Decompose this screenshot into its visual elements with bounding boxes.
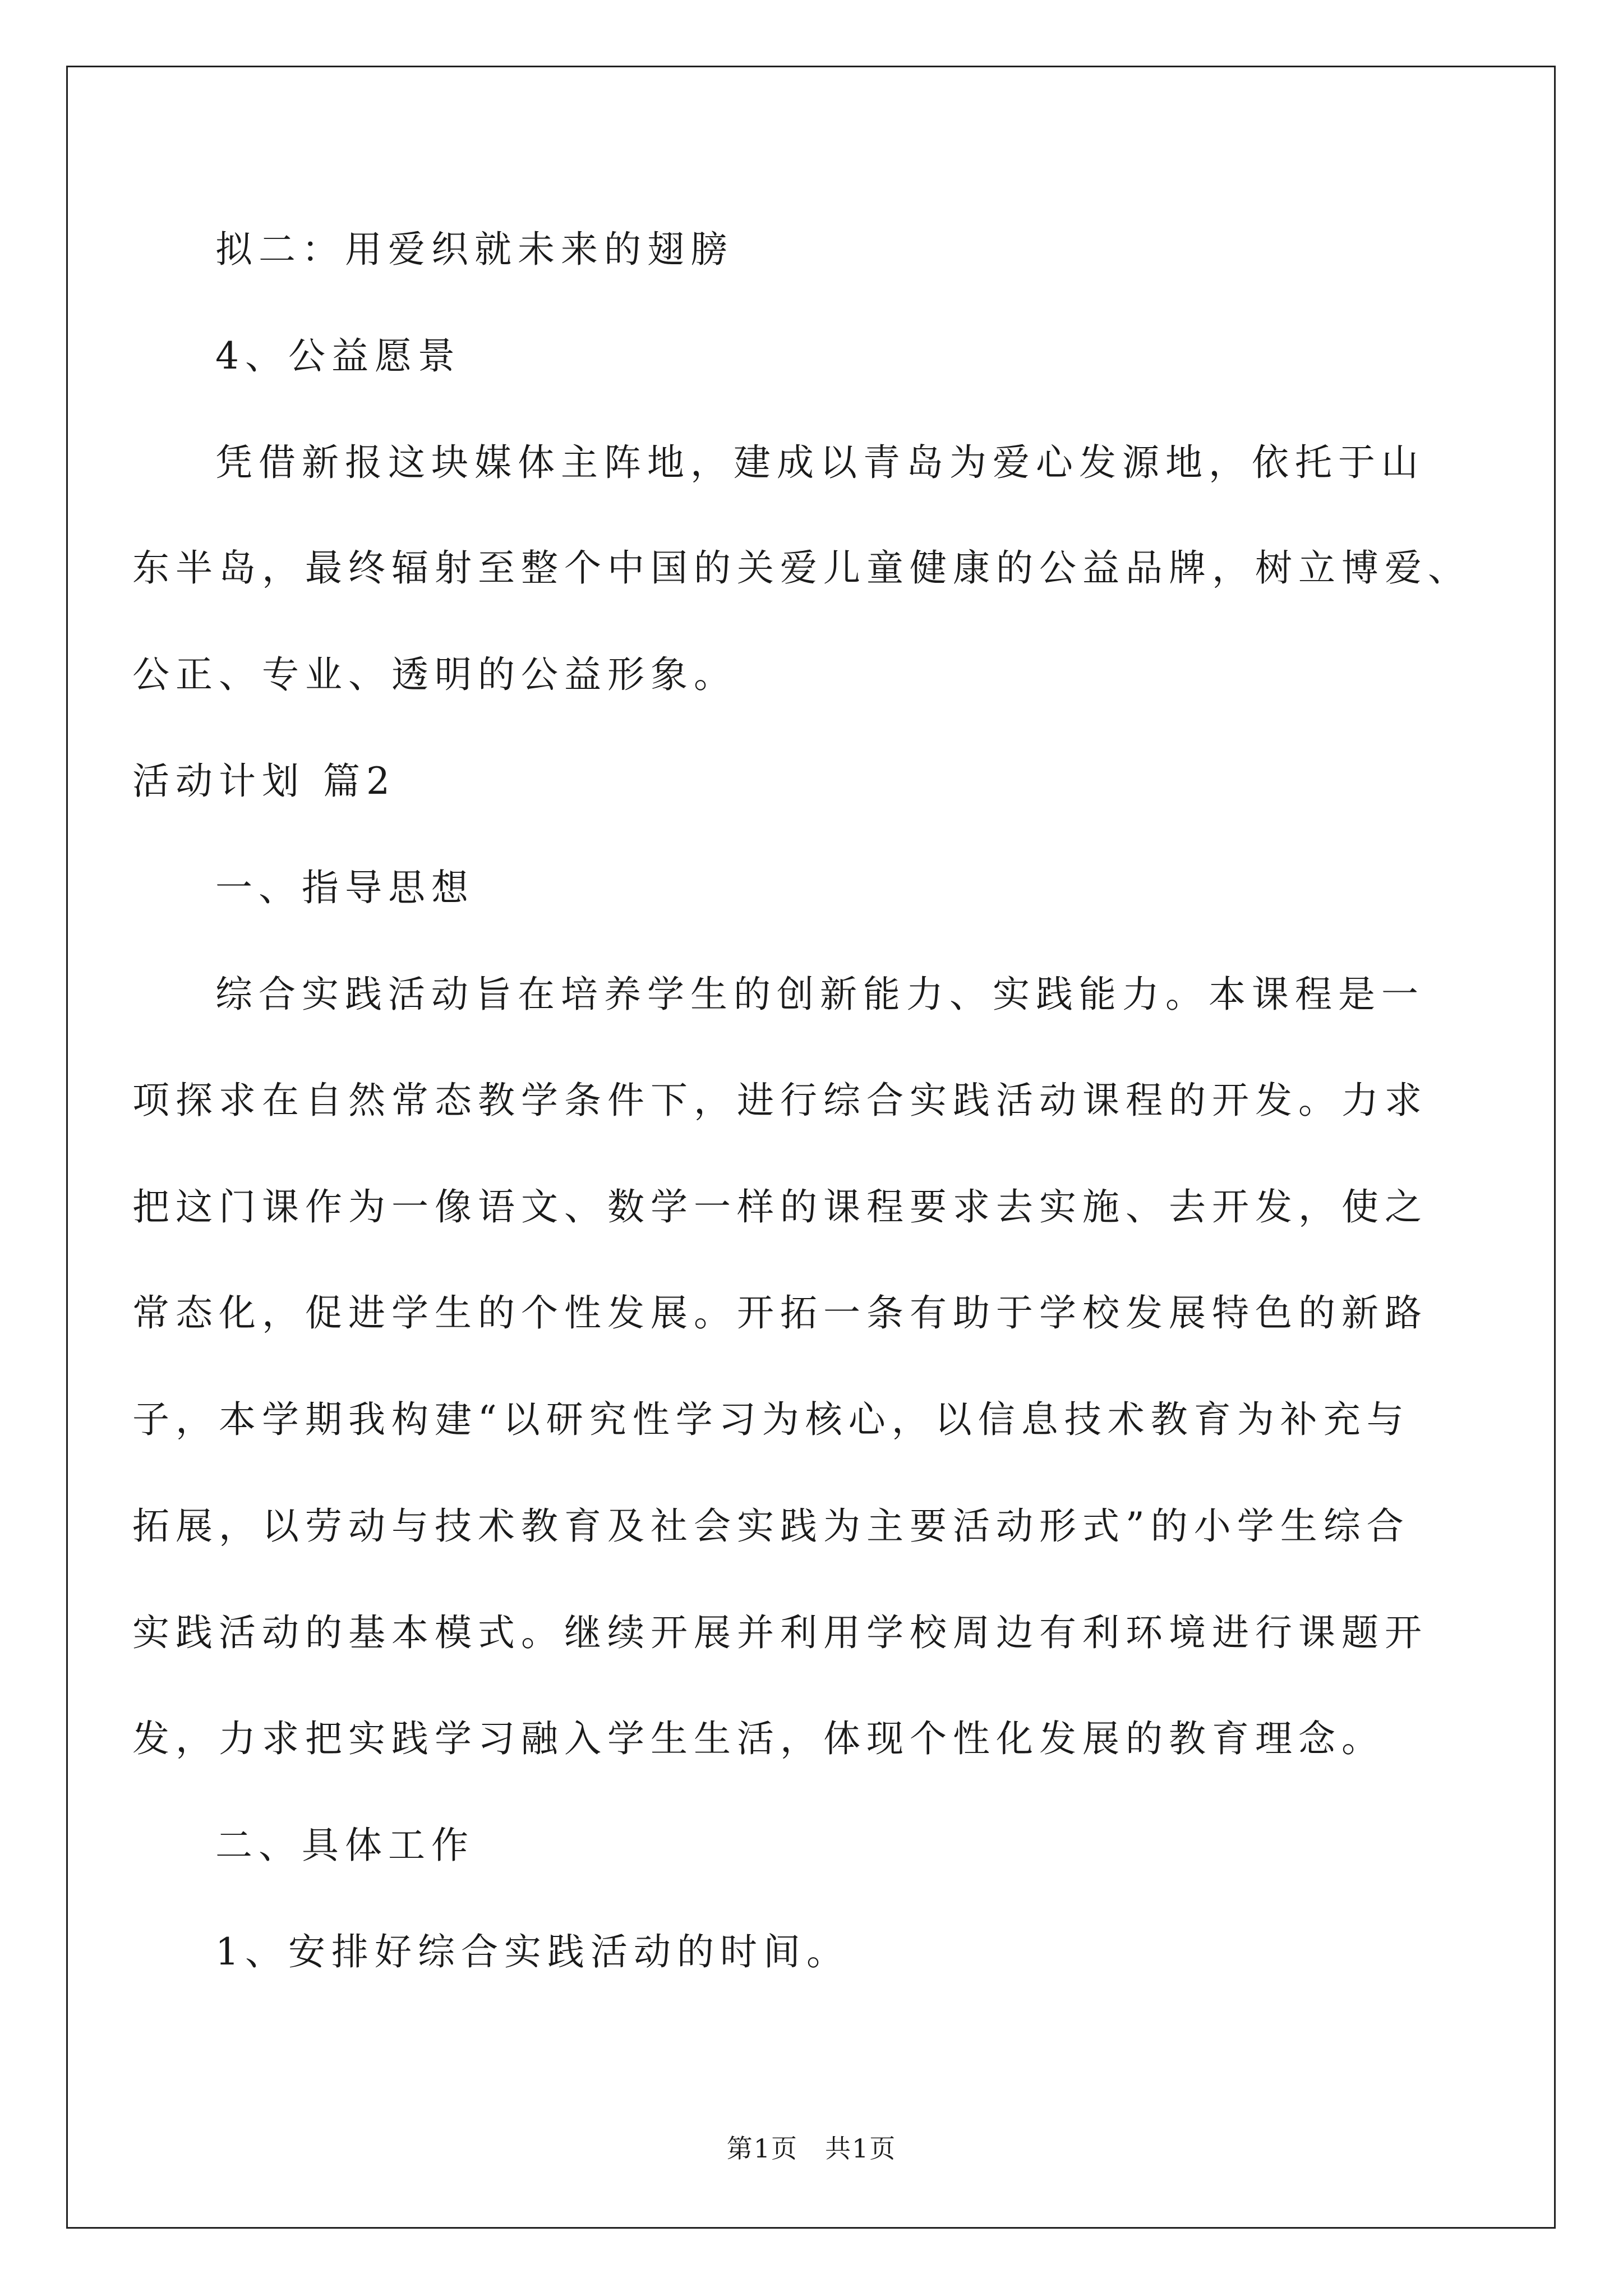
subtitle-line: 拟二：用爱织就未来的翅膀 [215, 228, 734, 271]
article-title: 活动计划 篇2 [132, 760, 396, 803]
paragraph-line: 发，力求把实践学习融入学生生活，体现个性化发展的教育理念。 [132, 1717, 1385, 1760]
paragraph-line: 拓展，以劳动与技术教育及社会实践为主要活动形式”的小学生综合 [132, 1504, 1410, 1548]
paragraph-line: 把这门课作为一像语文、数学一样的课程要求去实施、去开发，使之 [132, 1185, 1428, 1228]
page-number-footer: 第1页 共1页 [726, 2133, 897, 2164]
list-item: 1、安排好综合实践活动的时间。 [215, 1930, 850, 1973]
section-heading: 4、公益愿景 [215, 334, 461, 378]
paragraph-line: 东半岛，最终辐射至整个中国的关爱儿童健康的公益品牌，树立博爱、 [132, 546, 1471, 590]
paragraph-line: 公正、专业、透明的公益形象。 [132, 653, 737, 696]
paragraph-line: 常态化，促进学生的个性发展。开拓一条有助于学校发展特色的新路 [132, 1291, 1428, 1335]
paragraph-line: 凭借新报这块媒体主阵地，建成以青岛为爱心发源地，依托于山 [215, 441, 1424, 484]
section-heading: 二、具体工作 [215, 1824, 474, 1867]
page-border [66, 66, 1556, 2229]
paragraph-line: 子，本学期我构建“以研究性学习为核心，以信息技术教育为补充与 [132, 1398, 1410, 1441]
section-heading: 一、指导思想 [215, 866, 474, 909]
paragraph-line: 项探求在自然常态教学条件下，进行综合实践活动课程的开发。力求 [132, 1079, 1428, 1122]
paragraph-line: 综合实践活动旨在培养学生的创新能力、实践能力。本课程是一 [215, 973, 1424, 1016]
paragraph-line: 实践活动的基本模式。继续开展并利用学校周边有利环境进行课题开 [132, 1611, 1428, 1654]
